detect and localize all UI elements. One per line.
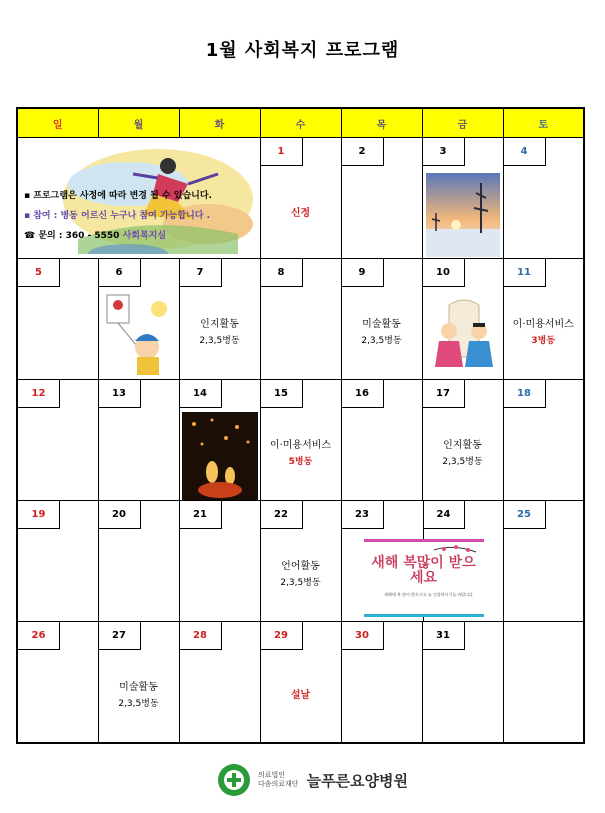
day-number: 2	[342, 138, 384, 166]
day-number: 22	[261, 501, 303, 529]
notice-line-participation: ▪ 참여 : 병동 어르신 누구나 참여 가능합니다 .	[24, 211, 210, 221]
day-cell	[422, 259, 503, 380]
event-wards: 2,3,5병동	[118, 699, 159, 709]
weekday-fri: 금	[422, 108, 503, 138]
day-number: 10	[423, 259, 465, 287]
page-title: 1월 사회복지 프로그램	[205, 40, 400, 61]
day-cell	[17, 380, 98, 501]
event-wards: 2,3,5병동	[199, 336, 240, 346]
day-cell	[179, 622, 260, 744]
day-number: 3	[423, 138, 465, 166]
day-number: 24	[423, 501, 465, 529]
corporation-name	[258, 771, 299, 789]
day-number: 26	[18, 622, 60, 650]
day-cell	[260, 138, 341, 259]
day-number: 31	[423, 622, 465, 650]
calendar-grid	[16, 107, 585, 744]
week-row	[17, 622, 584, 744]
event-title: 이·미용서비스	[512, 319, 574, 330]
hospital-logo-cross-icon	[218, 764, 250, 796]
event-lunar-new-year: 설날	[290, 690, 311, 701]
day-number: 18	[504, 380, 546, 408]
day-cell	[17, 501, 98, 622]
notice-line-schedule: ▪ 프로그램은 사정에 따라 변경 될 수 있습니다.	[24, 191, 212, 201]
day-number: 4	[504, 138, 546, 166]
notice-cell	[17, 138, 260, 259]
day-cell	[503, 380, 584, 501]
event-art	[99, 680, 179, 712]
day-cell	[98, 380, 179, 501]
contact-phone: ☎ 문의 : 360 - 5550	[24, 231, 123, 241]
day-cell	[260, 622, 341, 744]
day-cell	[98, 259, 179, 380]
event-wards: 2,3,5병동	[280, 578, 321, 588]
day-cell	[179, 380, 260, 501]
event-title: 미술활동	[119, 682, 158, 693]
day-cell	[179, 501, 260, 622]
event-cognitive	[180, 317, 260, 349]
day-number: 30	[342, 622, 384, 650]
day-cell-pair	[341, 501, 503, 622]
day-cell	[341, 259, 422, 380]
day-number: 19	[18, 501, 60, 529]
day-cell-empty	[503, 622, 584, 744]
day-number: 15	[261, 380, 303, 408]
event-title: 이·미용서비스	[269, 440, 332, 451]
winter-sunset-photo	[426, 173, 500, 257]
event-language	[261, 559, 341, 591]
day-cell	[422, 138, 503, 259]
event-wards: 2,3,5병동	[361, 336, 402, 346]
day-number: 12	[18, 380, 60, 408]
event-new-year: 신정	[290, 208, 311, 219]
weekday-sun: 일	[17, 108, 98, 138]
day-number: 28	[180, 622, 222, 650]
kite-child-illustration	[101, 291, 177, 377]
corp-line1: 의료법인	[258, 771, 286, 779]
candles-photo	[182, 412, 258, 500]
week-row	[17, 259, 584, 380]
day-number: 23	[342, 501, 384, 529]
day-cell	[17, 622, 98, 744]
day-cell	[179, 259, 260, 380]
day-number: 11	[504, 259, 546, 287]
day-cell	[260, 380, 341, 501]
day-cell	[503, 501, 584, 622]
day-cell	[341, 622, 422, 744]
week-row	[17, 138, 584, 259]
day-number: 8	[261, 259, 303, 287]
day-number: 17	[423, 380, 465, 408]
event-title: 언어활동	[281, 561, 320, 572]
day-cell	[260, 501, 341, 622]
day-cell	[422, 380, 503, 501]
event-title: 인지활동	[200, 319, 239, 330]
weekday-sat: 토	[503, 108, 584, 138]
greeting-sub: 새해에 복 많이 받으시고 늘 건강하시기를 바랍니다	[384, 592, 473, 597]
day-cell	[98, 622, 179, 744]
weekday-thu: 목	[341, 108, 422, 138]
notice-text	[24, 186, 212, 246]
new-year-greeting-card	[364, 539, 484, 617]
week-row	[17, 380, 584, 501]
day-number: 13	[99, 380, 141, 408]
day-cell	[341, 138, 422, 259]
day-number: 14	[180, 380, 222, 408]
weekday-wed: 수	[260, 108, 341, 138]
event-beauty	[504, 317, 584, 349]
hospital-name: 늘푸른요양병원	[306, 771, 409, 790]
hospital-footer	[218, 763, 408, 797]
day-number: 20	[99, 501, 141, 529]
day-cell	[341, 380, 422, 501]
day-number: 21	[180, 501, 222, 529]
weekday-header-row	[17, 108, 584, 138]
event-beauty	[261, 438, 341, 470]
notice-line-contact	[24, 226, 212, 246]
weekday-tue: 화	[179, 108, 260, 138]
day-cell	[422, 622, 503, 744]
day-cell	[98, 501, 179, 622]
day-number: 29	[261, 622, 303, 650]
day-number: 9	[342, 259, 384, 287]
day-number: 1	[261, 138, 303, 166]
corp-line2: 다솜의료재단	[258, 780, 299, 788]
day-number: 7	[180, 259, 222, 287]
contact-office: 사회복지실	[122, 231, 167, 241]
day-cell	[17, 259, 98, 380]
greeting-main: 새해 복많이 받으세요	[371, 555, 476, 586]
event-art	[342, 317, 422, 349]
day-number: 16	[342, 380, 384, 408]
event-wards: 5병동	[288, 457, 313, 467]
day-number: 25	[504, 501, 546, 529]
event-title: 미술활동	[362, 319, 401, 330]
day-cell	[260, 259, 341, 380]
weekday-mon: 월	[98, 108, 179, 138]
event-wards: 3병동	[531, 336, 556, 346]
event-wards: 2,3,5병동	[442, 457, 483, 467]
day-cell	[503, 138, 584, 259]
event-cognitive	[423, 438, 503, 470]
day-number: 5	[18, 259, 60, 287]
day-cell	[503, 259, 584, 380]
day-number: 27	[99, 622, 141, 650]
day-number: 6	[99, 259, 141, 287]
hanbok-children-illustration	[429, 297, 499, 371]
week-row	[17, 501, 584, 622]
event-title: 인지활동	[443, 440, 482, 451]
